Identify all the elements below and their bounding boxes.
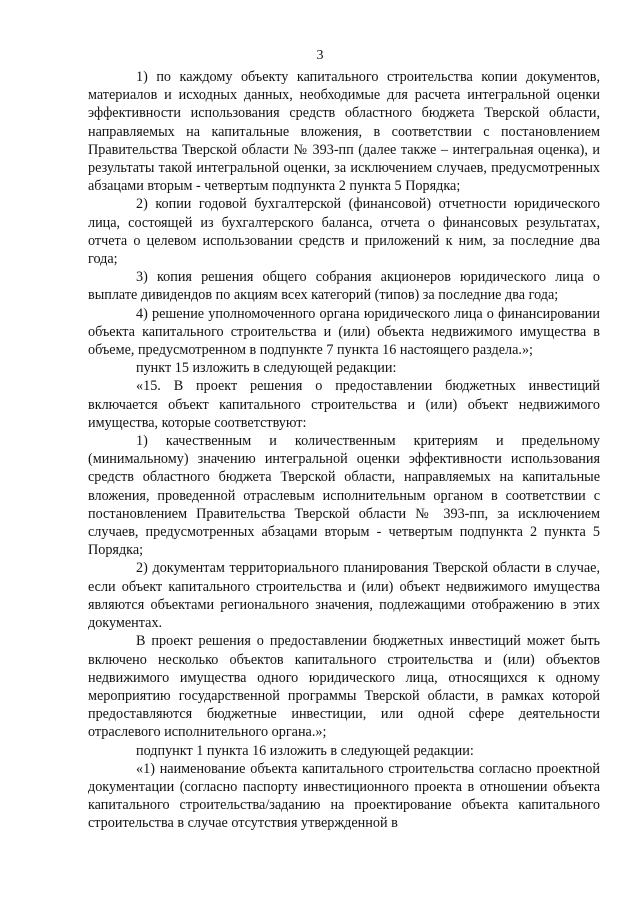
paragraph-point-15-multiple-objects: В проект решения о предоставлении бюджетных инвестиций может быть включено несколько объектов капитального строительства и (или) объектов недвижимого имущества одного юридического лица, относящихся к одному мероприятию государственной программы Тверской области, в рамках которой предоставляются бюджетные инвестиции, или одной сфере деятельности отраслевого исполнительного органа.»; <box>88 633 600 741</box>
paragraph-point-15-text: «15. В проект решения о предоставлении бюджетных инвестиций включается объект капитального строительства и (или) объект недвижимого имущества, которые соответствуют: <box>88 378 600 431</box>
paragraph-subpoint-16-1-text: «1) наименование объекта капитального строительства согласно проектной документации (согласно паспорту инвестиционного проекта в отношении объекта капитального строительства/заданию на проектирование объекта капитального строительства в случае отсутствия утвержденной в <box>88 760 600 832</box>
paragraph-subitem-3-dividends-decision: 3) копия решения общего собрания акционеров юридического лица о выплате дивидендов по акциям всех категорий (типов) за последние два года; <box>88 269 600 304</box>
paragraph-subitem-4-financing-decision: 4) решение уполномоченного органа юридического лица о финансировании объекта капитального строительства и (или) объекта недвижимого имущества в объеме, предусмотренном в подпункте 7 пункта 16 настоящего раздела.»; <box>88 305 600 359</box>
paragraph-point-15-item-1: 1) качественным и количественным критериям и предельному (минимальному) значению интегральной оценки эффективности использования средств областного бюджета Тверской области, направляемых на капитальные вложения, проведенной отраслевым исполнительным органом в соответствии с постановлением Правительства Тверской области № 393-пп, за исключением случаев, предусмотренных абзацами вторым - четвертым подпункта 2 пункта 5 Порядка; <box>88 433 600 559</box>
paragraph-point-15-instruction: пункт 15 изложить в следующей редакции: <box>136 360 397 377</box>
paragraph-subitem-2-financial-statements: 2) копии годовой бухгалтерской (финансовой) отчетности юридического лица, состоящей из бухгалтерского баланса, отчета о финансовых результатах, отчета о целевом использовании средств и приложений к ним, за последние два года; <box>88 196 600 268</box>
paragraph-point-15-item-2: 2) документам территориального планирования Тверской области в случае, если объект капитального строительства и (или) объект недвижимого имущества являются объектами регионального значения, подлежащими отображению в этих документах. <box>88 560 600 632</box>
paragraph-subitem-1-copies-of-documents: 1) по каждому объекту капитального строительства копии документов, материалов и исходных данных, необходимые для расчета интегральной оценки эффективности использования средств областного бюджета Тверской области, направляемых на капитальные вложения, в соответствии с постановлением Правительства Тверской области № 393-пп (далее также – интегральная оценка), и результаты такой интегральной оценки, за исключением случаев, предусмотренных абзацами вторым - четвертым подпункта 2 пункта 5 Порядка; <box>88 69 600 195</box>
paragraph-subpoint-16-1-instruction: подпункт 1 пункта 16 изложить в следующей редакции: <box>136 742 474 759</box>
page-number: 3 <box>316 48 324 63</box>
document-body <box>88 68 600 833</box>
